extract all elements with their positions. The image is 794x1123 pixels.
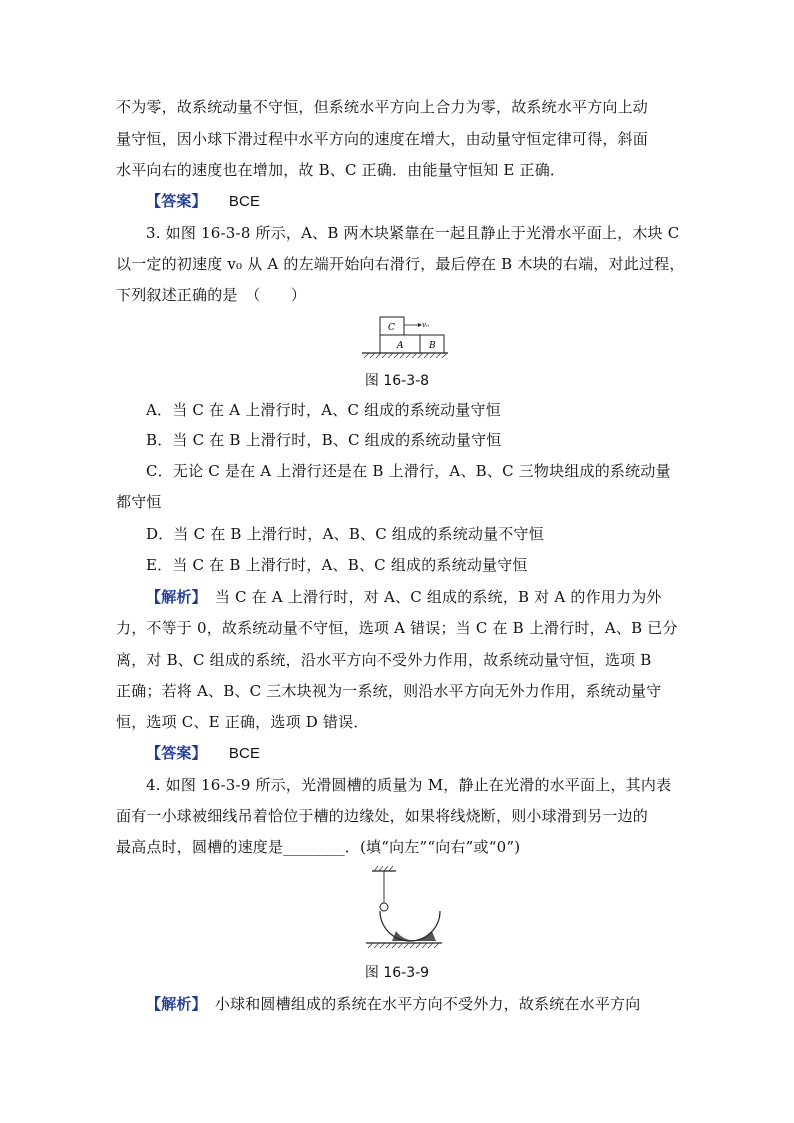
q4-analysis-line-1 — [146, 994, 686, 1014]
q3-option-b: B．当 C 在 B 上滑行时，B、C 组成的系统动量守恒 — [146, 431, 502, 449]
answer-value: BCE — [228, 745, 261, 762]
q3-option-c-line-1: C．无论 C 是在 A 上滑行还是在 B 上滑行，A、B、C 三物块组成的系统动量 — [146, 462, 671, 480]
analysis-tag: 【解析】 — [146, 588, 207, 606]
q3-analysis-line-4: 正确；若将 A、B、C 三木块视为一系统，则沿水平方向无外力作用，系统动量守 — [116, 682, 662, 700]
q3-answer — [146, 743, 686, 764]
figure-16-3-9-caption: 图 16-3-9 — [364, 965, 430, 981]
q3-analysis-line-3: 离，对 B、C 组成的系统，沿水平方向不受外力作用，故系统动量守恒，选项 B — [116, 651, 652, 669]
label-b: B — [429, 341, 436, 351]
analysis-text: 当 C 在 A 上滑行时，对 A、C 组成的系统，B 对 A 的作用力为外 — [214, 588, 662, 606]
figure-16-3-8 — [360, 312, 450, 360]
q4-text-line-1: 4. 如图 16-3-9 所示，光滑圆槽的质量为 M，静止在光滑的水平面上，其内表 — [146, 776, 672, 794]
ceiling-hatching — [374, 866, 393, 871]
figure-16-3-8-caption: 图 16-3-8 — [364, 373, 430, 389]
answer-tag: 【答案】 — [146, 192, 207, 210]
label-c: C — [388, 323, 395, 333]
q2-answer — [146, 191, 686, 212]
q3-analysis-line-2: 力，不等于 0，故系统动量不守恒，选项 A 错误；当 C 在 B 上滑行时，A、B 已分 — [116, 619, 678, 637]
q3-option-a: A．当 C 在 A 上滑行时，A、C 组成的系统动量守恒 — [146, 401, 501, 419]
q2-text-line-2: 量守恒，因小球下滑过程中水平方向的速度在增大，由动量守恒定律可得，斜面 — [116, 130, 649, 148]
q4-text-line-3: 最高点时，圆槽的速度是________．(填“向左”“向右”或“0”) — [116, 838, 521, 856]
figure-16-3-9 — [362, 865, 442, 955]
q3-option-d: D．当 C 在 B 上滑行时，A、B、C 组成的系统动量不守恒 — [146, 525, 544, 543]
ground-hatching — [364, 353, 447, 358]
q3-option-c-line-2: 都守恒 — [116, 493, 162, 511]
label-v0: v₀ — [422, 321, 429, 329]
q4-text-line-2: 面有一小球被细线吊着恰位于槽的边缘处，如果将线烧断，则小球滑到另一边的 — [116, 807, 649, 825]
analysis-text: 小球和圆槽组成的系统在水平方向不受外力，故系统在水平方向 — [214, 995, 641, 1013]
ground-hatching — [368, 943, 439, 948]
ball — [380, 903, 388, 911]
q3-analysis-line-1 — [146, 587, 686, 607]
q2-text-line-3: 水平向右的速度也在增加，故 B、C 正确．由能量守恒知 E 正确． — [116, 161, 566, 179]
analysis-tag: 【解析】 — [146, 995, 207, 1013]
q3-text-line-1: 3. 如图 16-3-8 所示，A、B 两木块紧靠在一起且静止于光滑水平面上，木块 C — [146, 224, 680, 242]
q3-text-line-2: 以一定的初速度 v₀ 从 A 的左端开始向右滑行，最后停在 B 木块的右端，对此过程， — [116, 255, 685, 273]
q2-text-line-1: 不为零，故系统动量不守恒，但系统水平方向上合力为零，故系统水平方向上动 — [116, 98, 649, 116]
q3-text-line-3: 下列叙述正确的是 （ ） — [116, 286, 307, 304]
q3-analysis-line-5: 恒，选项 C、E 正确，选项 D 错误． — [116, 713, 369, 731]
answer-value: BCE — [228, 193, 261, 210]
q3-option-e: E．当 C 在 B 上滑行时，A、B、C 组成的系统动量守恒 — [146, 556, 528, 574]
answer-tag: 【答案】 — [146, 744, 207, 762]
label-a: A — [397, 341, 404, 351]
